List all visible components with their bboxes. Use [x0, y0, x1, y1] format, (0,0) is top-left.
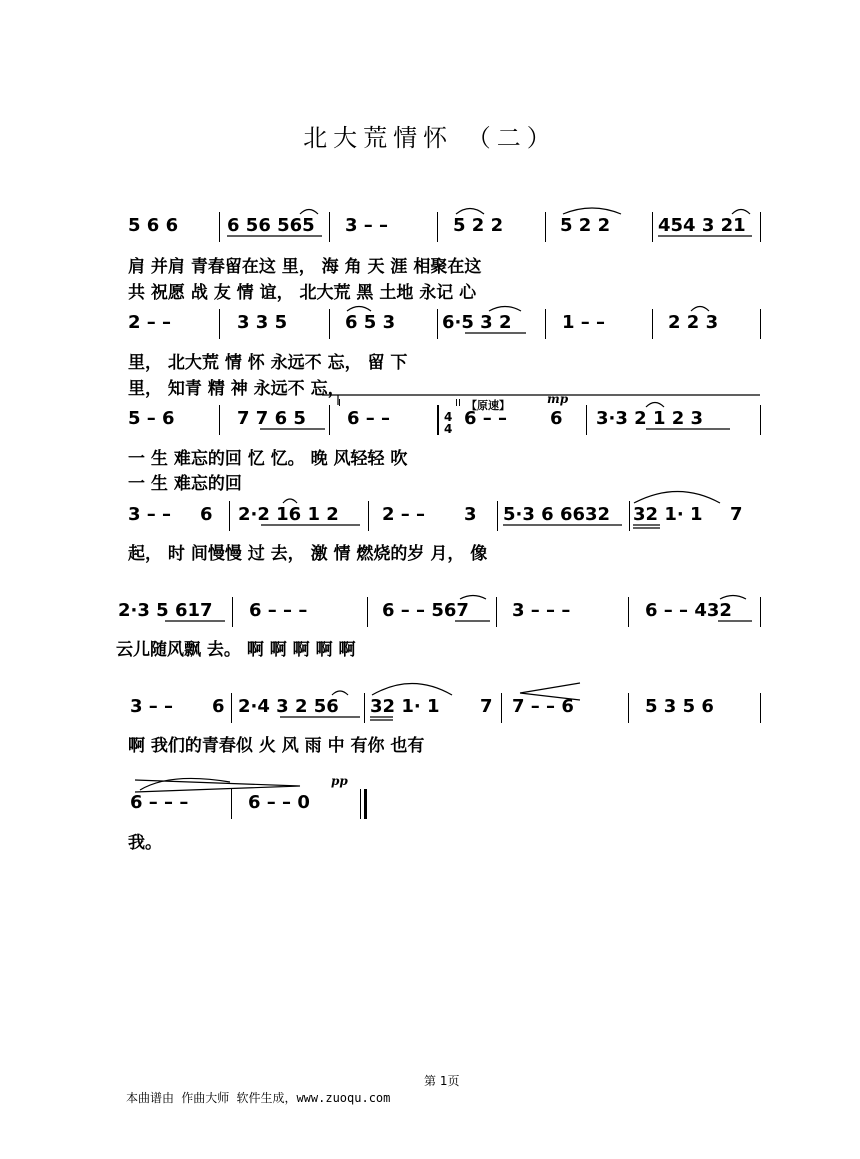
- measure-17: 3·3 2 1 2 3: [596, 408, 704, 429]
- measure-12: 2 2 3: [668, 312, 719, 333]
- measure-18: 3 – –: [128, 504, 172, 525]
- measure-24: 6 – – –: [249, 600, 308, 621]
- measure-2: 6 56 565: [227, 215, 315, 236]
- slur: [300, 210, 318, 215]
- measure-16: 6 – –: [464, 408, 508, 429]
- slur: [456, 209, 484, 215]
- slur: [372, 684, 452, 696]
- measure-7: 2 – –: [128, 312, 172, 333]
- pickup-note: 3: [464, 504, 477, 525]
- measure-29: 2·4 3 2 56: [238, 696, 339, 717]
- dynamic-pp: pp: [331, 774, 348, 788]
- lyric-line: 起， 时 间慢慢 过 去， 激 情 燃烧的岁 月， 像: [128, 544, 488, 564]
- measure-27: 6 – – 432: [645, 600, 732, 621]
- measure-8: 3 3 5: [237, 312, 288, 333]
- measure-30: 32 1· 1: [370, 696, 440, 717]
- slur: [691, 307, 709, 312]
- footer-credit: 本曲谱由 作曲大师 软件生成，www.zuoqu.com: [126, 1091, 391, 1105]
- slur: [489, 307, 521, 312]
- triplet-bracket: [460, 596, 486, 600]
- measure-4: 5 2 2: [453, 215, 504, 236]
- measure-10: 6·5 3 2: [442, 312, 512, 333]
- pickup-note: 7: [730, 504, 743, 525]
- pickup-note: 7: [480, 696, 493, 717]
- pickup-note: 6: [212, 696, 225, 717]
- measure-32: 5 3 5 6: [645, 696, 714, 717]
- measure-9: 6 5 3: [345, 312, 396, 333]
- measure-31: 7 – – 6: [512, 696, 574, 717]
- measure-11: 1 – –: [562, 312, 606, 333]
- slur: [732, 210, 750, 215]
- measure-6: 454 3 21: [658, 215, 746, 236]
- measure-25: 6 – – 567: [382, 600, 469, 621]
- measure-1: 5 6 6: [128, 215, 179, 236]
- measure-3: 3 – –: [345, 215, 389, 236]
- triplet-bracket: [720, 596, 746, 600]
- page-title: 北大荒情怀 （二）: [303, 124, 557, 152]
- crescendo-hairpin: [520, 683, 580, 700]
- lyric-line: 里， 知青 精 神 永远不 忘，: [128, 379, 345, 399]
- lyric-line: 我。: [128, 833, 162, 853]
- lyric-line: 里， 北大荒 情 怀 永远不 忘， 留 下: [128, 353, 408, 373]
- dynamic-mp: mp: [547, 392, 569, 406]
- slur: [646, 403, 664, 408]
- slur: [634, 492, 720, 504]
- measure-21: 5·3 6 6632: [503, 504, 611, 525]
- time-signature-top: 4: [444, 410, 453, 424]
- measure-33: 6 – – –: [130, 792, 189, 813]
- lyric-line: 云儿随风飘 去。 啊 啊 啊 啊 啊: [116, 640, 356, 660]
- slur: [332, 691, 348, 695]
- measure-5: 5 2 2: [560, 215, 611, 236]
- slur: [347, 307, 371, 312]
- lyric-line: 共 祝愿 战 友 情 谊， 北大荒 黑 土地 永记 心: [128, 283, 477, 303]
- measure-20: 2 – –: [382, 504, 426, 525]
- pickup-note: 6: [550, 408, 563, 429]
- lyric-line: 肩 并肩 青春留在这 里， 海 角 天 涯 相聚在这: [128, 257, 482, 277]
- page-number: 第 1页: [424, 1074, 460, 1088]
- time-signature-bottom: 4: [444, 422, 453, 436]
- lyric-line: 一 生 难忘的回: [128, 474, 242, 494]
- volta-1-marker: I: [338, 398, 341, 409]
- slur: [283, 499, 297, 503]
- measure-19: 2·2 16 1 2: [238, 504, 339, 525]
- tempo-marking: 【原速】: [466, 399, 510, 412]
- measure-22: 32 1· 1: [633, 504, 703, 525]
- slur: [563, 208, 621, 214]
- measure-34: 6 – – 0: [248, 792, 310, 813]
- measure-26: 3 – – –: [512, 600, 571, 621]
- lyric-line: 啊 我们的青春似 火 风 雨 中 有你 也有: [128, 736, 425, 756]
- pickup-note: 6: [200, 504, 213, 525]
- measure-14: 7 7 6 5: [237, 408, 306, 429]
- measure-13: 5 – 6: [128, 408, 175, 429]
- measure-15: 6 – –: [347, 408, 391, 429]
- measure-23: 2·3 5 617: [118, 600, 213, 621]
- lyric-line: 一 生 难忘的回 忆 忆。 晚 风轻轻 吹: [128, 449, 408, 469]
- volta-2-marker: II: [455, 398, 461, 409]
- measure-28: 3 – –: [130, 696, 174, 717]
